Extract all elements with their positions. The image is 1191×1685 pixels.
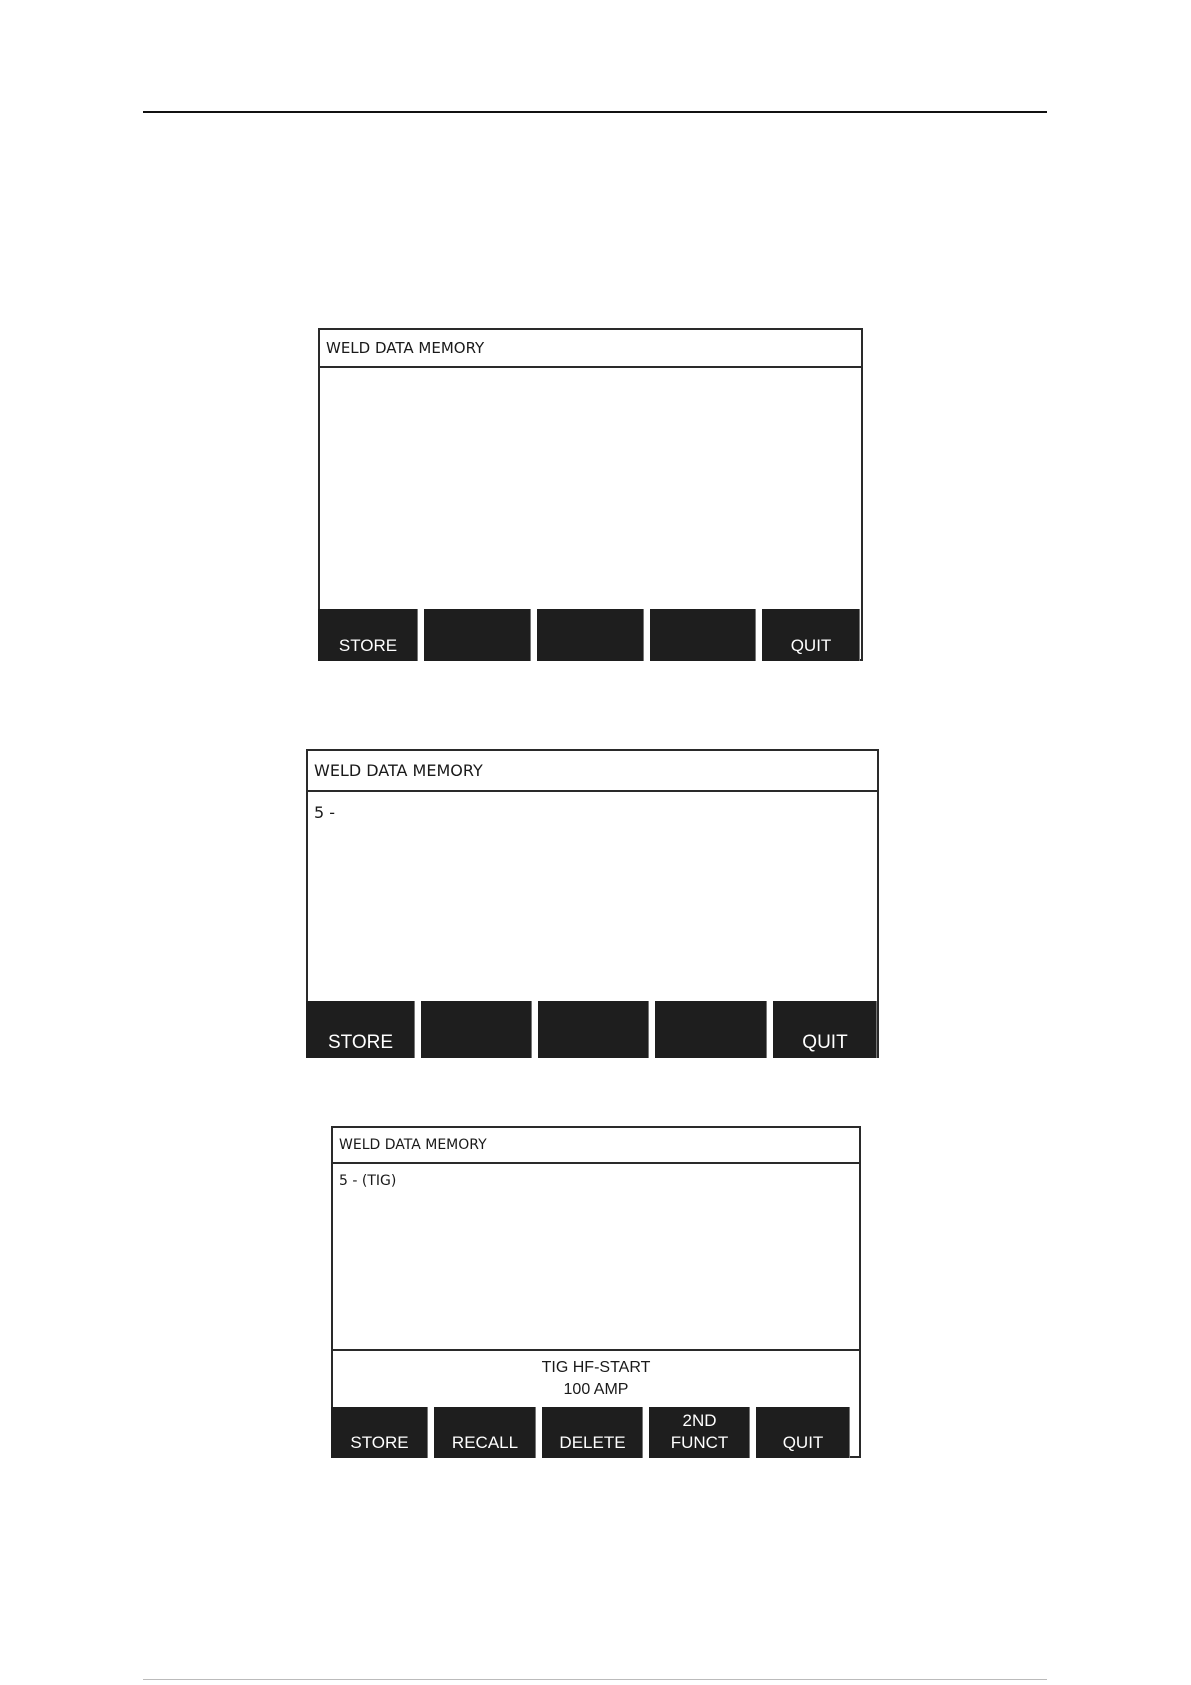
footer-rule	[143, 1679, 1047, 1680]
softkey-store[interactable]: STORE	[331, 1407, 434, 1458]
weld-info-panel	[333, 1349, 859, 1411]
softkey-quit[interactable]: QUIT	[773, 1001, 877, 1058]
display-screen-1	[318, 328, 863, 661]
screen-title: WELD DATA MEMORY	[333, 1128, 859, 1164]
softkey-3[interactable]	[537, 609, 650, 661]
softkey-4[interactable]	[655, 1001, 773, 1058]
softkey-2[interactable]	[421, 1001, 538, 1058]
screen-title: WELD DATA MEMORY	[320, 330, 861, 368]
softkey-quit[interactable]: QUIT	[756, 1407, 850, 1458]
softkey-3[interactable]	[538, 1001, 655, 1058]
softkey-quit[interactable]: QUIT	[762, 609, 860, 661]
memory-entry-line: 5 - (TIG)	[339, 1173, 397, 1189]
current-value: 100 AMP	[563, 1381, 629, 1398]
softkey-store[interactable]: STORE	[318, 609, 424, 661]
softkey-bar	[306, 1001, 877, 1058]
softkey-bar	[331, 1407, 850, 1458]
softkey-delete[interactable]: DELETE	[542, 1407, 649, 1458]
memory-entry-line: 5 -	[314, 803, 336, 822]
softkey-recall[interactable]: RECALL	[434, 1407, 542, 1458]
softkey-4[interactable]	[650, 609, 762, 661]
softkey-2nd-funct[interactable]: 2ND FUNCT	[649, 1407, 756, 1458]
display-screen-3	[331, 1126, 861, 1458]
softkey-2[interactable]	[424, 609, 537, 661]
softkey-store[interactable]: STORE	[306, 1001, 421, 1058]
softkey-bar	[318, 609, 860, 661]
process-label: TIG HF-START	[541, 1359, 651, 1376]
header-rule	[143, 111, 1047, 113]
screen-title: WELD DATA MEMORY	[308, 751, 877, 792]
display-screen-2	[306, 749, 879, 1058]
